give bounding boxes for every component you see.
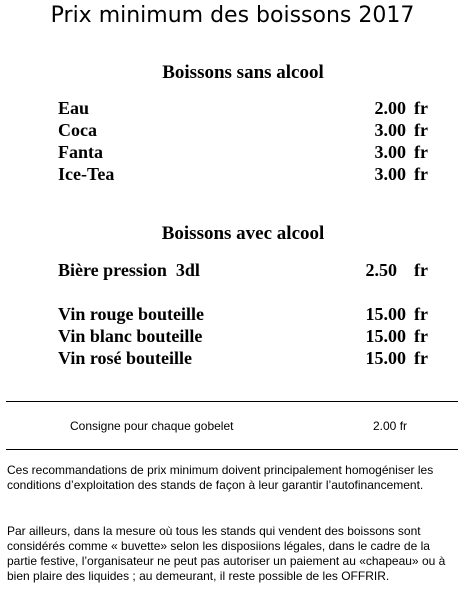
item-price: 2.00 <box>374 98 406 118</box>
deposit-amount: 2.00 fr <box>373 419 408 433</box>
item-name: Vin rouge bouteille <box>58 304 205 324</box>
section-heading-avec-alcool: Boissons avec alcool <box>161 223 325 244</box>
item-price: 15.00 <box>365 304 406 324</box>
price-row <box>0 142 465 163</box>
price-row <box>0 98 465 119</box>
price-row <box>0 120 465 141</box>
item-unit: fr <box>414 348 428 368</box>
item-name: Fanta <box>58 142 103 162</box>
deposit-label: Consigne pour chaque gobelet <box>70 419 234 433</box>
item-price: 2.50 <box>365 260 397 280</box>
item-name: Coca <box>58 120 97 140</box>
item-name: Bière pression 3dl <box>58 260 200 280</box>
item-name: Eau <box>58 98 90 118</box>
price-row <box>0 164 465 185</box>
item-name: Ice-Tea <box>58 164 115 184</box>
page-title: Prix minimum des boissons 2017 <box>50 3 415 28</box>
details-paragraph: Par ailleurs, dans la mesure où tous les stands qui vendent des boissons sont considérés comme « buvette» selon les disposiions légales, dans le cadre de la partie festive, l’organisateur ne peut pas autoriser un paiement au «chapeau» ou à bien plaire des liquides ; au demeurant, il reste possible de les OFFRIR. <box>7 524 446 583</box>
divider-bottom <box>6 449 458 450</box>
item-unit: fr <box>414 304 428 324</box>
divider-top <box>6 401 458 402</box>
item-name: Vin rosé bouteille <box>58 348 192 368</box>
price-row <box>0 348 465 369</box>
item-unit: fr <box>414 164 428 184</box>
item-unit: fr <box>414 98 428 118</box>
deposit-row <box>0 418 465 435</box>
price-row <box>0 304 465 325</box>
item-price: 3.00 <box>374 164 406 184</box>
item-price: 15.00 <box>365 348 406 368</box>
item-price: 15.00 <box>365 326 406 346</box>
item-unit: fr <box>414 326 428 346</box>
section-heading-sans-alcool: Boissons sans alcool <box>162 62 324 83</box>
item-price: 3.00 <box>374 142 406 162</box>
item-price: 3.00 <box>374 120 406 140</box>
intro-paragraph: Ces recommandations de prix minimum doivent principalement homogéniser les conditions d’exploitation des stands de façon à leur garantir l’autofinancement. <box>7 463 434 492</box>
price-row <box>0 260 465 281</box>
item-unit: fr <box>414 260 428 280</box>
item-unit: fr <box>414 120 428 140</box>
item-name: Vin blanc bouteille <box>58 326 203 346</box>
price-row <box>0 326 465 347</box>
item-unit: fr <box>414 142 428 162</box>
